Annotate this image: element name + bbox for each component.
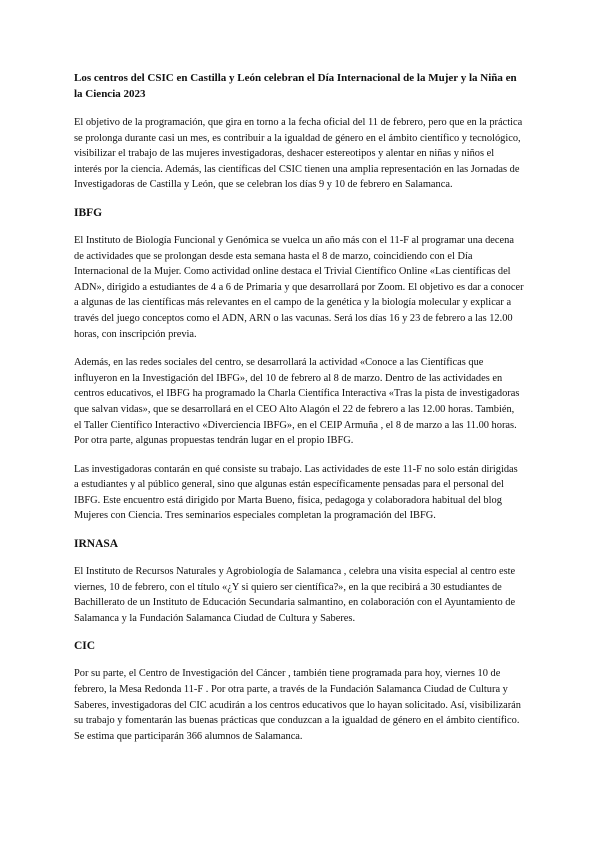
section-heading-ibfg: IBFG <box>74 206 103 219</box>
section-heading-irnasa: IRNASA <box>74 538 119 551</box>
irnasa-paragraph-1: El Instituto de Recursos Naturales y Agrobiología de Salamanca , celebra una visita especial al centro este viernes, 10 de febrero, con el título «¿Y si quiero ser científica?», en la que recibirá a 30 estudiantes de Bachillerato de un Instituto de Educación Secundaria salmantino, en colaboración con el Ayuntamiento de Salamanca y la Fundación Salamanca Ciudad de Cultura y Saberes. <box>74 566 516 624</box>
ibfg-paragraph-3: Las investigadoras contarán en qué consiste su trabajo. Las actividades de este 11-F no solo están dirigidas a estudiantes y al público general, sino que algunas están específicamente pensadas para el personal del IBFG. Este encuentro está dirigido por Marta Bueno, física, pedagoga y colaboradora habitual del blog Mujeres con Ciencia. Tres seminarios especiales completan la programación del IBFG. <box>74 463 518 522</box>
ibfg-paragraph-1: El Instituto de Biología Funcional y Genómica se vuelca un año más con el 11-F al programar una decena de actividades que se prolongan desde esta semana hasta el 8 de marzo, coincidiendo con el Día Internacional de la Mujer. Como actividad online destaca el Trivial Científico Online «Las científicas del ADN», dirigido a estudiantes de 4 a 6 de Primaria y que desarrollará por Zoom. El objetivo es dar a conocer a algunas de las científicas más relevantes en el campo de la genética y la biología molecular y explicar a través del juego conceptos como el ADN, ARN o las vacunas. Será los días 16 y 23 de febrero a las 12.00 horas, con inscripción previa. <box>74 234 524 340</box>
section-heading-cic: CIC <box>74 640 96 653</box>
cic-paragraph-1: Por su parte, el Centro de Investigación del Cáncer , también tiene programada para hoy, viernes 10 de febrero, la Mesa Redonda 11-F . Por otra parte, a través de la Fundación Salamanca Ciudad de Cultura y Saberes, investigadoras del CIC acudirán a los centros educativos que lo hayan solicitado. Así, visibilizarán su trabajo y fomentarán las buenas prácticas que conduzcan a la igualdad de género en el ámbito científico. Se estima que participarán 366 alumnos de Salamanca. <box>74 668 521 742</box>
intro-paragraph: El objetivo de la programación, que gira en torno a la fecha oficial del 11 de febrero, pero que en la práctica se prolonga durante casi un mes, es contribuir a la igualdad de género en el ámbito científico y tecnológico, visibilizar el trabajo de las mujeres investigadoras, deshacer estereotipos y alentar en niñas y niños el interés por la ciencia. Además, las científicas del CSIC tienen una amplia representación en las Jornadas de Investigadoras de Castilla y León, que se celebran los días 9 y 10 de febrero en Salamanca. <box>74 117 523 191</box>
ibfg-paragraph-2: Además, en las redes sociales del centro, se desarrollará la actividad «Conoce a las Científicas que influyeron en la Investigación del IBFG», del 10 de febrero al 8 de marzo. Dentro de las actividades en centros educativos, el IBFG ha programado la Charla Científica Interactiva «Tras la pista de investigadoras que salvan vidas», que se desarrollará en el CEO Alto Alagón el 22 de febrero a las 12.00 horas. También, el Taller Científico Interactivo «Diverciencia IBFG», en el CEIP Armuña , el 8 de marzo a las 11.00 horas. Por otra parte, algunas propuestas tendrán lugar en el propio IBFG. <box>74 357 520 447</box>
document-title: Los centros del CSIC en Castilla y León celebran el Día Internacional de la Mujer y la Niña en la Ciencia 2023 <box>74 72 517 100</box>
